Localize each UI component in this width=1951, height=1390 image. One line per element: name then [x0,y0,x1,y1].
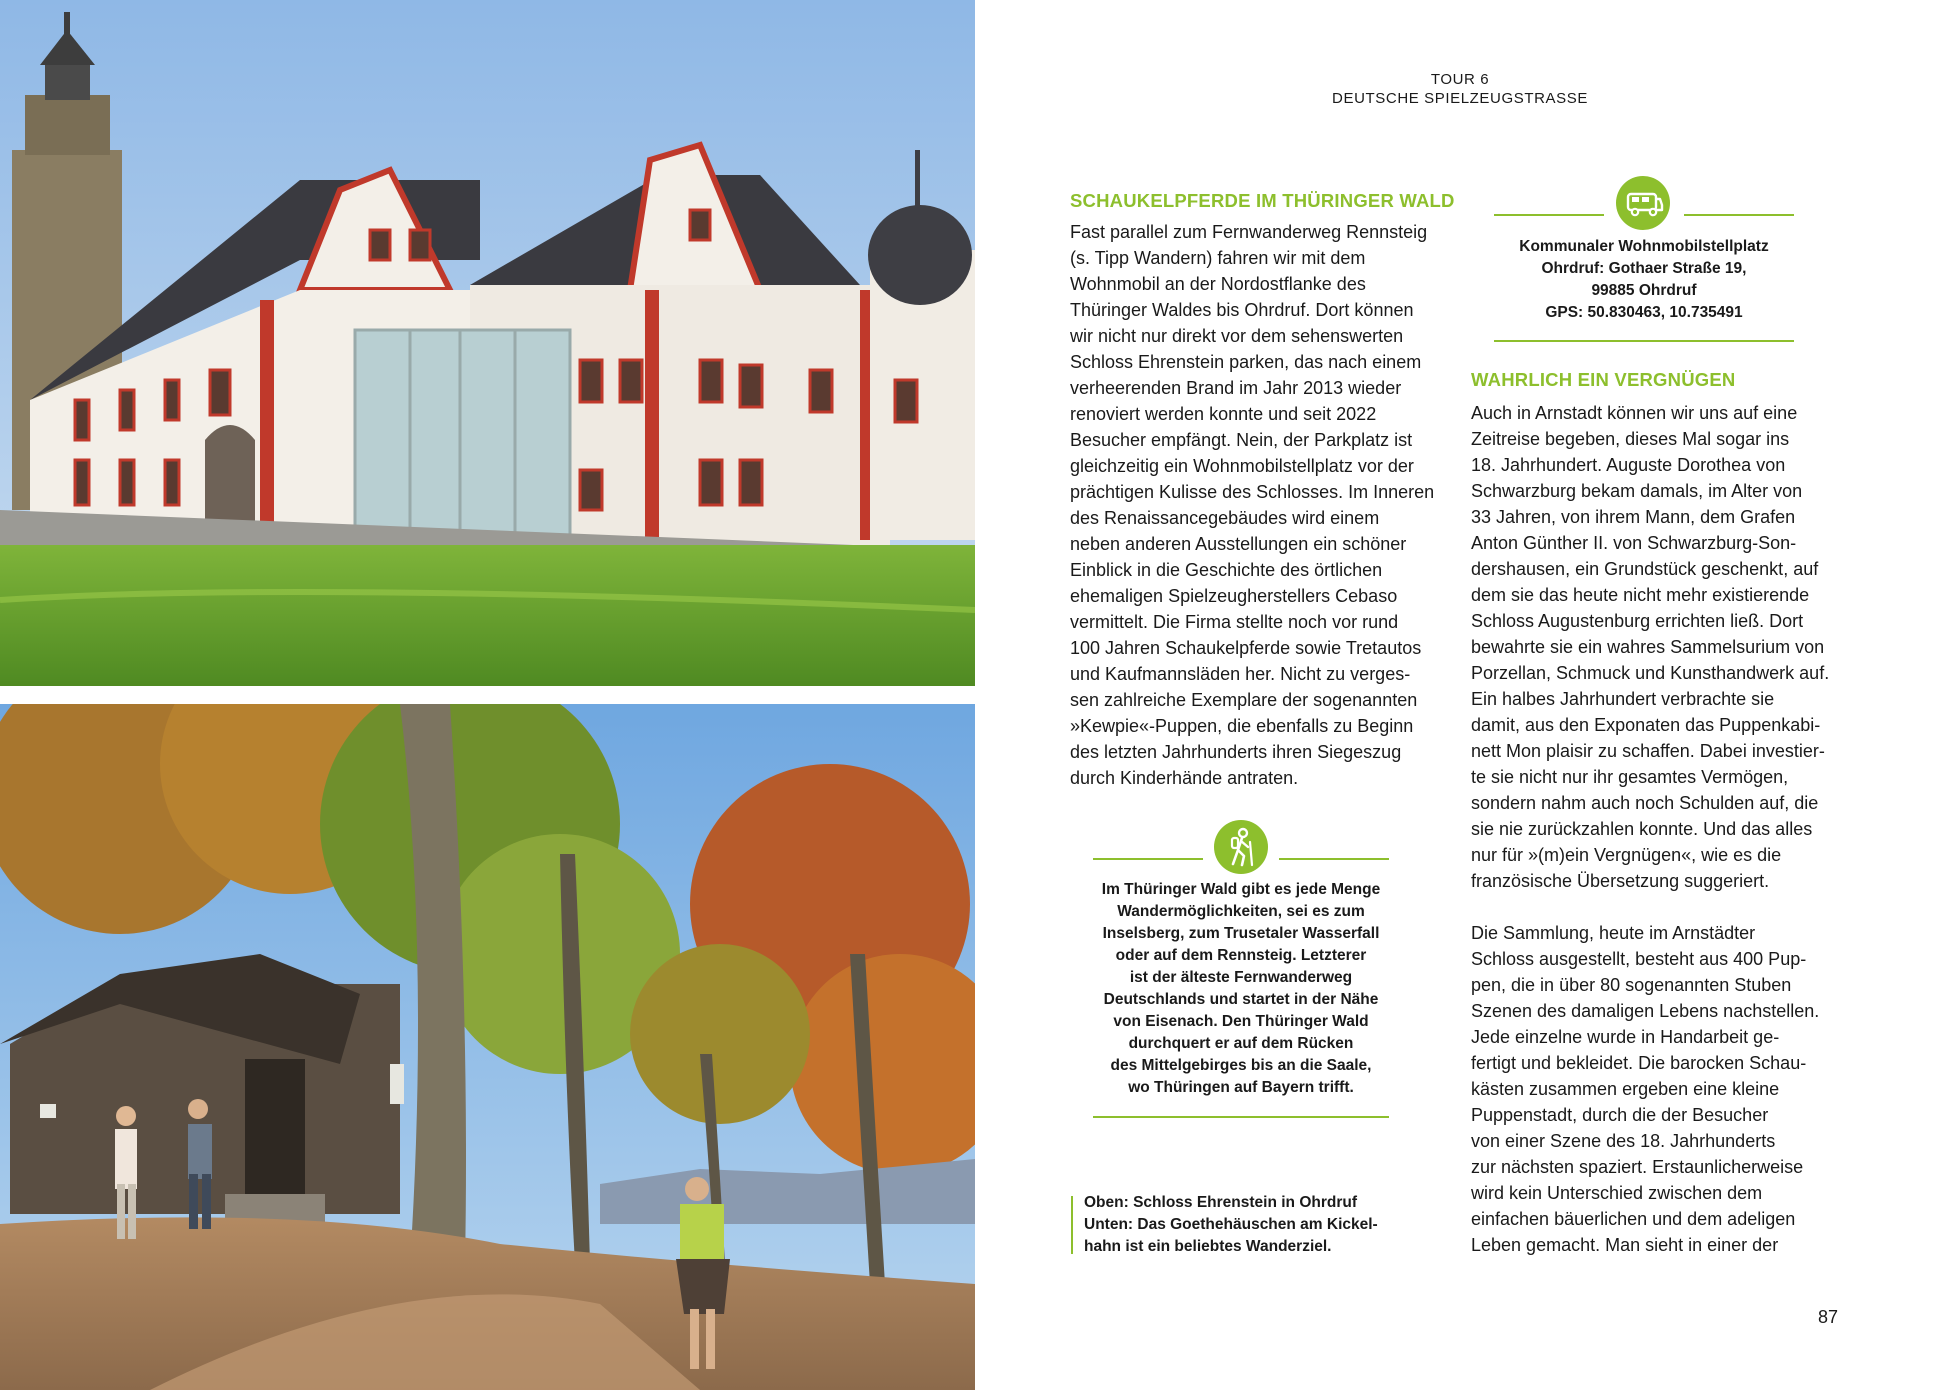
caption-line: Oben: Schloss Ehrenstein in Ohrdruf [1084,1194,1358,1211]
campsite-info [1494,236,1794,324]
body-line: des Renaissancegebäudes wird einem [1070,508,1380,528]
body-line: sie nie zurückzahlen konnte. Und das alles [1471,819,1813,839]
caption-bar [1071,1196,1073,1254]
body-line: Anton Günther II. von Schwarzburg-Son- [1471,533,1797,553]
body-line: einfachen bäuerlichen und dem adeligen [1471,1209,1796,1229]
body-line: kästen zusammen ergeben eine kleine [1471,1079,1780,1099]
body-line: sen zahlreiche Exemplare der sogenannten [1070,690,1418,710]
body-line: 33 Jahren, von ihrem Mann, dem Grafen [1471,507,1796,527]
campsite-gps: GPS: 50.830463, 10.735491 [1545,304,1743,321]
campsite-address-line2: 99885 Ohrdruf [1591,282,1697,299]
body-line: Auch in Arnstadt können wir uns auf eine [1471,403,1798,423]
campsite-address-line1: Ohrdruf: Gothaer Straße 19, [1541,260,1747,277]
body-line: gleichzeitig ein Wohnmobilstellplatz vor der [1070,456,1414,476]
caption-line: Unten: Das Goethehäuschen am Kickel- [1084,1216,1378,1233]
section1-body [1070,219,1445,791]
body-line: sondern nahm auch noch Schulden auf, die [1471,793,1819,813]
tip-line: Deutschlands und startet in der Nähe [1103,991,1379,1008]
body-line: Szenen des damaligen Lebens nachstellen. [1471,1001,1820,1021]
body-line: nur für »(m)ein Vergnügen«, wie es die [1471,845,1782,865]
body-line: Zeitreise begeben, dieses Mal sogar ins [1471,429,1790,449]
body-line: Besucher empfängt. Nein, der Parkplatz ist [1070,430,1413,450]
body-line: dershausen, ein Grundstück geschenkt, auf [1471,559,1819,579]
body-line: durch Kinderhände antraten. [1070,768,1299,788]
body-line: Schloss Augustenburg errichten ließ. Dort [1471,611,1804,631]
body-line: nett Mon plaisir zu schaffen. Dabei investier- [1471,741,1825,761]
camper-van-icon [1616,176,1670,230]
caption-line: hahn ist ein beliebtes Wanderziel. [1084,1238,1332,1255]
body-line: damit, aus den Exponaten das Puppenkabi- [1471,715,1821,735]
body-line: wird kein Unterschied zwischen dem [1471,1183,1763,1203]
body-line: fertigt und bekleidet. Die barocken Schau- [1471,1053,1807,1073]
tip-line: Wandermöglichkeiten, sei es zum [1117,903,1365,920]
body-line: prächtigen Kulisse des Schlosses. Im Inneren [1070,482,1435,502]
body-line: französische Übersetzung suggeriert. [1471,871,1770,891]
tip-line: ist der älteste Fernwanderweg [1129,969,1353,986]
body-line: Die Sammlung, heute im Arnstädter [1471,923,1756,943]
tip-rule-bottom [1093,1116,1389,1118]
hiker-icon [1214,820,1268,874]
hiking-tip-text [1093,879,1389,1099]
running-header [1220,70,1700,108]
page-number: 87 [1818,1307,1839,1327]
body-line: Leben gemacht. Man sieht in einer der [1471,1235,1779,1255]
tip-line: von Eisenach. Den Thüringer Wald [1113,1013,1369,1030]
body-line: Jede einzelne wurde in Handarbeit ge- [1471,1027,1780,1047]
tip-rule-right [1279,858,1389,860]
body-line: renoviert werden konnte und seit 2022 [1070,404,1377,424]
body-line: Schwarzburg bekam damals, im Alter von [1471,481,1803,501]
section-heading-vergnuegen: WAHRLICH EIN VERGNÜGEN [1471,369,1736,390]
body-line: Thüringer Waldes bis Ohrdruf. Dort können [1070,300,1414,320]
body-line: und Kaufmannsläden her. Nicht zu verges- [1070,664,1411,684]
tip-line: wo Thüringen auf Bayern trifft. [1128,1079,1354,1096]
body-line: wir nicht nur direkt vor dem sehenswerten [1070,326,1404,346]
route-name: DEUTSCHE SPIELZEUGSTRASSE [1332,90,1588,107]
body-line: Schloss ausgestellt, besteht aus 400 Pup- [1471,949,1807,969]
body-line: des letzten Jahrhunderts ihren Siegeszug [1070,742,1402,762]
tour-label: TOUR 6 [1430,71,1490,88]
body-line: dem sie das heute nicht mehr existierende [1471,585,1810,605]
body-line: bewahrte sie ein wahres Sammelsurium von [1471,637,1825,657]
body-line: von einer Szene des 18. Jahrhunderts [1471,1131,1776,1151]
campsite-rule-right [1684,214,1794,216]
tip-rule-left [1093,858,1203,860]
body-line: Porzellan, Schmuck und Kunsthandwerk auf. [1471,663,1830,683]
campsite-rule-left [1494,214,1604,216]
body-line: 100 Jahren Schaukelpferde sowie Tretautos [1070,638,1422,658]
body-line: (s. Tipp Wandern) fahren wir mit dem [1070,248,1366,268]
body-line: Wohnmobil an der Nordostflanke des [1070,274,1366,294]
body-line: Fast parallel zum Fernwanderweg Rennsteig [1070,222,1428,242]
tip-line: durchquert er auf dem Rücken [1128,1035,1354,1052]
body-line: ehemaligen Spielzeugherstellers Cebaso [1070,586,1398,606]
body-line: zur nächsten spaziert. Erstaunlicherweise [1471,1157,1804,1177]
body-line: te sie nicht nur ihr gesamtes Vermögen, [1471,767,1789,787]
body-line: Puppenstadt, durch die der Besucher [1471,1105,1769,1125]
section-heading-schaukelpferde: SCHAUKELPFERDE IM THÜRINGER WALD [1070,190,1455,211]
body-line: Schloss Ehrenstein parken, das nach einem [1070,352,1422,372]
body-line: Ein halbes Jahrhundert verbrachte sie [1471,689,1775,709]
tip-line: Inselsberg, zum Trusetaler Wasserfall [1102,925,1380,942]
body-line: 18. Jahrhundert. Auguste Dorothea von [1471,455,1786,475]
campsite-rule-bottom [1494,340,1794,342]
tip-line: Im Thüringer Wald gibt es jede Menge [1101,881,1381,898]
body-line: Einblick in die Geschichte des örtlichen [1070,560,1383,580]
body-line: »Kewpie«-Puppen, die ebenfalls zu Beginn [1070,716,1414,736]
body-line: neben anderen Ausstellungen ein schöner [1070,534,1407,554]
tip-line: des Mittelgebirges bis an die Saale, [1110,1057,1372,1074]
body-line: verheerenden Brand im Jahr 2013 wieder [1070,378,1402,398]
photo-caption [1084,1192,1378,1258]
body-line: vermittelt. Die Firma stellte noch vor rund [1070,612,1399,632]
campsite-title: Kommunaler Wohnmobilstellplatz [1519,238,1769,255]
section2-paragraph-2 [1471,920,1861,1258]
section2-paragraph-1 [1471,400,1861,894]
photo-goethehaeuschen [0,704,975,1390]
photo-schloss-ehrenstein [0,0,975,686]
body-line: pen, die in über 80 sogenannten Stuben [1471,975,1792,995]
tip-line: oder auf dem Rennsteig. Letzterer [1115,947,1367,964]
